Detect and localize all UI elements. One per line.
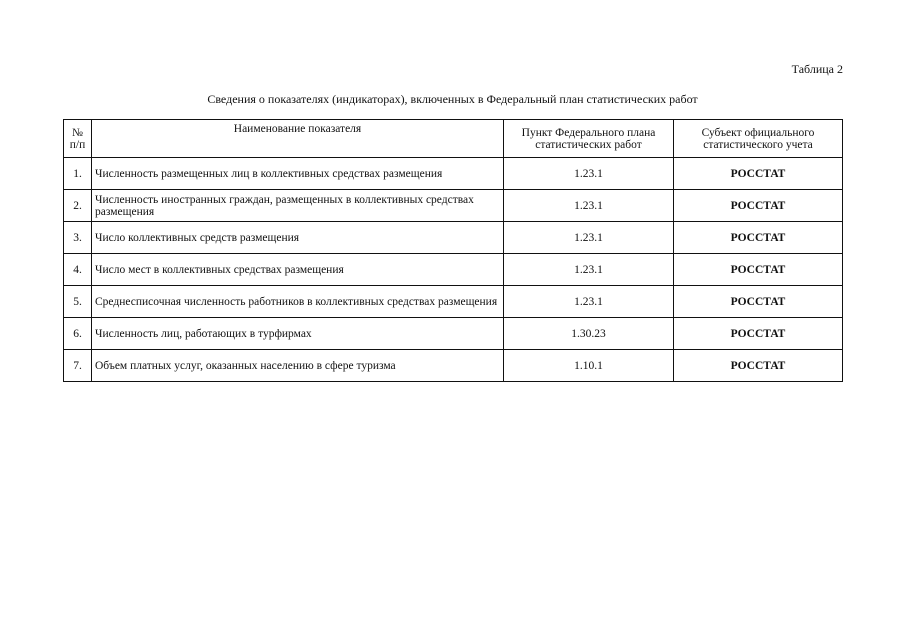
indicator-name: Число мест в коллективных средствах размещения [92,254,504,286]
table-row [64,254,843,286]
indicators-table [63,119,843,382]
subject-name: РОССТАТ [674,318,843,350]
table-row [64,318,843,350]
table-row [64,158,843,190]
table-row [64,286,843,318]
row-number: 5. [64,286,92,318]
indicator-name: Среднесписочная численность работников в коллективных средствах размещения [92,286,504,318]
indicator-name: Численность лиц, работающих в турфирмах [92,318,504,350]
subject-name: РОССТАТ [674,190,843,222]
table-row [64,222,843,254]
row-number: 6. [64,318,92,350]
indicator-name: Объем платных услуг, оказанных населению в сфере туризма [92,350,504,382]
plan-item: 1.30.23 [504,318,674,350]
header-subject: Субъект официального статистического учета [674,120,843,158]
table-row [64,190,843,222]
indicator-name: Число коллективных средств размещения [92,222,504,254]
header-num: № п/п [64,120,92,158]
document-title: Сведения о показателях (индикаторах), включенных в Федеральный план статистических работ [207,92,698,106]
plan-item: 1.23.1 [504,286,674,318]
plan-item: 1.23.1 [504,254,674,286]
table-header-row [64,120,843,158]
subject-name: РОССТАТ [674,286,843,318]
subject-name: РОССТАТ [674,350,843,382]
plan-item: 1.23.1 [504,190,674,222]
indicator-name: Численность иностранных граждан, размещенных в коллективных средствах размещения [92,190,504,222]
plan-item: 1.23.1 [504,158,674,190]
table-number-label: Таблица 2 [791,62,843,76]
header-name: Наименование показателя [92,120,504,158]
row-number: 7. [64,350,92,382]
plan-item: 1.10.1 [504,350,674,382]
row-number: 4. [64,254,92,286]
subject-name: РОССТАТ [674,254,843,286]
subject-name: РОССТАТ [674,158,843,190]
row-number: 1. [64,158,92,190]
subject-name: РОССТАТ [674,222,843,254]
row-number: 2. [64,190,92,222]
header-plan: Пункт Федерального плана статистических работ [504,120,674,158]
row-number: 3. [64,222,92,254]
plan-item: 1.23.1 [504,222,674,254]
table-row [64,350,843,382]
indicator-name: Численность размещенных лиц в коллективных средствах размещения [92,158,504,190]
